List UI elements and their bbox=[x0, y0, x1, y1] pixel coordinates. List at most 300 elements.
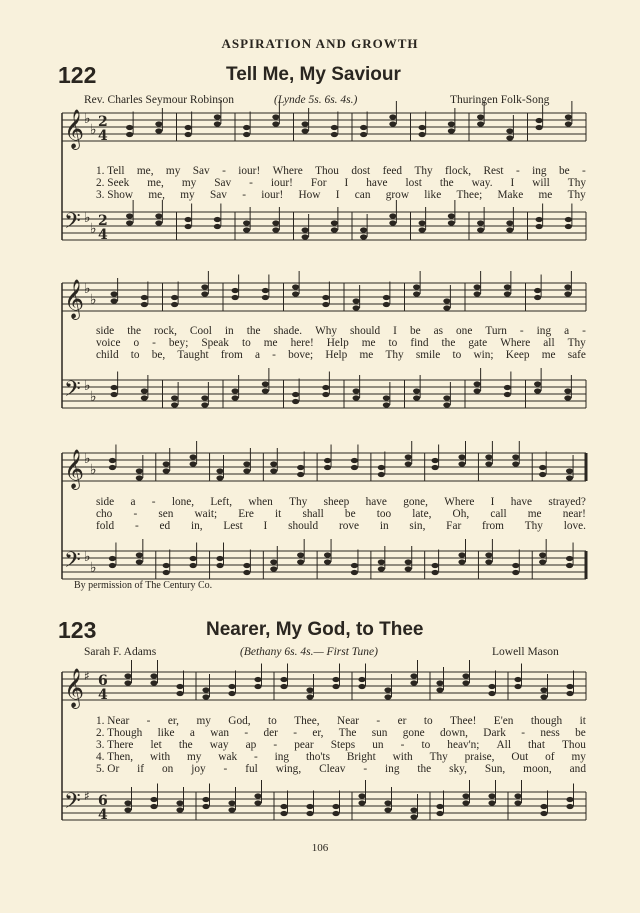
note-head bbox=[506, 227, 513, 232]
lyric-syllable: Thy bbox=[567, 177, 586, 189]
note-head bbox=[302, 128, 309, 133]
flat-icon: ♭ bbox=[84, 549, 91, 565]
note-head bbox=[272, 121, 279, 126]
lyric-syllable: er, bbox=[167, 715, 180, 727]
lyric-syllable: Steps bbox=[330, 739, 356, 751]
lyric-syllable: How bbox=[298, 189, 321, 201]
lyric-syllable: - bbox=[242, 189, 246, 201]
lyric-syllable: - bbox=[582, 325, 586, 337]
lyric-syllable: can bbox=[354, 189, 371, 201]
note-head bbox=[378, 465, 385, 470]
note-head bbox=[306, 811, 313, 816]
lyric-syllable: ing bbox=[536, 325, 552, 337]
lyric-syllable: - bbox=[582, 165, 586, 177]
note-head bbox=[448, 128, 455, 133]
treble-clef-icon: 𝄞 bbox=[64, 109, 85, 149]
lyric-syllable: Where bbox=[444, 496, 475, 508]
lyric-syllable: grow bbox=[385, 189, 409, 201]
note-head bbox=[190, 461, 197, 466]
note-head bbox=[124, 800, 131, 805]
lyric-syllable: Thee; bbox=[456, 189, 483, 201]
note-head bbox=[443, 402, 450, 407]
note-head bbox=[389, 114, 396, 119]
note-head bbox=[488, 684, 495, 689]
note-head bbox=[540, 687, 547, 692]
note-head bbox=[228, 800, 235, 805]
lyric-syllable: should bbox=[288, 520, 319, 532]
note-head bbox=[514, 677, 521, 682]
note-head bbox=[477, 220, 484, 225]
note-head bbox=[436, 804, 443, 809]
note-head bbox=[185, 224, 192, 229]
lyric-syllable: the bbox=[127, 325, 142, 337]
note-head bbox=[539, 559, 546, 564]
note-head bbox=[243, 125, 250, 130]
note-head bbox=[155, 220, 162, 225]
note-head bbox=[232, 288, 239, 293]
note-head bbox=[280, 811, 287, 816]
lyric-syllable: praise, bbox=[464, 751, 495, 763]
note-head bbox=[565, 114, 572, 119]
lyric-syllable: safe bbox=[567, 349, 586, 361]
time-signature-bottom: 4 bbox=[98, 807, 108, 823]
lyric-syllable: one bbox=[456, 325, 473, 337]
note-head bbox=[514, 800, 521, 805]
note-head bbox=[214, 121, 221, 126]
lyric-syllable: a bbox=[254, 349, 260, 361]
composer-credit: Lowell Mason bbox=[492, 646, 559, 658]
lyric-syllable: Thy bbox=[567, 189, 586, 201]
section-header: ASPIRATION AND GROWTH bbox=[221, 36, 419, 51]
lyric-syllable: of bbox=[545, 751, 555, 763]
note-head bbox=[351, 570, 358, 575]
lyric-syllable: heav'n; bbox=[447, 739, 480, 751]
note-head bbox=[280, 677, 287, 682]
lyric-syllable: sheep bbox=[323, 496, 350, 508]
note-head bbox=[488, 691, 495, 696]
lyric-syllable: - bbox=[400, 739, 405, 751]
note-head bbox=[436, 680, 443, 685]
note-head bbox=[322, 392, 329, 397]
note-head bbox=[171, 402, 178, 407]
note-head bbox=[232, 388, 239, 393]
time-signature-bottom: 4 bbox=[98, 128, 108, 144]
lyric-syllable: flock, bbox=[445, 165, 472, 177]
lyric-syllable: win; bbox=[473, 349, 494, 361]
lyric-syllable: - bbox=[293, 727, 297, 739]
note-head bbox=[565, 121, 572, 126]
treble-clef-icon: 𝄞 bbox=[64, 668, 85, 708]
note-head bbox=[111, 392, 118, 397]
lyric-syllable: my bbox=[180, 189, 195, 201]
note-head bbox=[216, 556, 223, 561]
lyric-syllable: - bbox=[272, 349, 276, 361]
note-head bbox=[534, 288, 541, 293]
note-head bbox=[109, 556, 116, 561]
lyric-syllable: wing, bbox=[275, 763, 302, 775]
note-head bbox=[270, 468, 277, 473]
note-head bbox=[485, 461, 492, 466]
note-head bbox=[405, 454, 412, 459]
note-head bbox=[536, 118, 543, 123]
lyric-syllable: Oh, bbox=[452, 508, 470, 520]
note-head bbox=[432, 465, 439, 470]
lyric-syllable: iour! bbox=[261, 189, 284, 201]
note-head bbox=[566, 563, 573, 568]
lyric-syllable: be bbox=[344, 508, 356, 520]
note-head bbox=[448, 213, 455, 218]
lyric-syllable: Speak bbox=[201, 337, 229, 349]
note-head bbox=[504, 284, 511, 289]
lyric-syllable: to bbox=[268, 715, 277, 727]
note-head bbox=[243, 563, 250, 568]
lyric-syllable: with bbox=[150, 751, 171, 763]
lyric-syllable: Make bbox=[497, 189, 524, 201]
lyric-syllable: gone bbox=[402, 727, 425, 739]
lyric-syllable: 2. Seek bbox=[96, 177, 130, 189]
note-head bbox=[383, 302, 390, 307]
note-head bbox=[141, 302, 148, 307]
lyric-syllable: like bbox=[157, 727, 175, 739]
lyric-syllable: if bbox=[137, 763, 145, 775]
note-head bbox=[324, 552, 331, 557]
note-head bbox=[176, 807, 183, 812]
lyric-syllable: 4. Then, bbox=[96, 751, 134, 763]
author-credit: Sarah F. Adams bbox=[84, 646, 157, 658]
lyric-syllable: - bbox=[521, 727, 525, 739]
note-head bbox=[254, 677, 261, 682]
lyric-syllable: the bbox=[178, 739, 193, 751]
lyric-syllable: Thou bbox=[562, 739, 586, 751]
lyric-syllable: 3. There bbox=[96, 739, 134, 751]
lyric-syllable: Where bbox=[272, 165, 303, 177]
lyric-syllable: wan bbox=[210, 727, 230, 739]
lyric-syllable: - bbox=[152, 337, 156, 349]
note-head bbox=[141, 395, 148, 400]
note-head bbox=[228, 684, 235, 689]
lyric-syllable: Ere bbox=[238, 508, 254, 520]
lyric-syllable: me bbox=[538, 189, 553, 201]
flat-icon: ♭ bbox=[84, 111, 91, 127]
note-head bbox=[126, 125, 133, 130]
note-head bbox=[514, 793, 521, 798]
lyric-syllable: gate bbox=[468, 337, 488, 349]
note-head bbox=[297, 559, 304, 564]
note-head bbox=[155, 213, 162, 218]
hymn-title: Tell Me, My Saviour bbox=[226, 64, 401, 85]
lyric-syllable: Why bbox=[315, 325, 338, 337]
lyric-syllable: ed bbox=[159, 520, 171, 532]
note-head bbox=[384, 694, 391, 699]
note-head bbox=[332, 804, 339, 809]
note-head bbox=[270, 566, 277, 571]
note-head bbox=[410, 807, 417, 812]
hymn-number: 122 bbox=[58, 62, 97, 88]
lyric-syllable: in, bbox=[190, 520, 203, 532]
lyric-syllable: - bbox=[376, 715, 381, 727]
note-head bbox=[353, 305, 360, 310]
lyric-syllable: Turn bbox=[485, 325, 507, 337]
lyric-syllable: from bbox=[220, 349, 243, 361]
lyric-syllable: love. bbox=[563, 520, 586, 532]
note-head bbox=[351, 563, 358, 568]
lyric-syllable: me bbox=[361, 337, 376, 349]
lyric-syllable: when bbox=[248, 496, 273, 508]
note-head bbox=[536, 217, 543, 222]
lyric-syllable: God, bbox=[228, 715, 251, 727]
lyric-syllable: the bbox=[439, 177, 454, 189]
note-head bbox=[136, 552, 143, 557]
lyric-syllable: dost bbox=[351, 165, 371, 177]
lyric-syllable: late, bbox=[412, 508, 432, 520]
lyric-syllable: me bbox=[359, 349, 374, 361]
note-head bbox=[201, 402, 208, 407]
lyric-syllable: joy bbox=[191, 763, 206, 775]
lyric-syllable: voice bbox=[96, 337, 121, 349]
note-head bbox=[539, 472, 546, 477]
tune-meter: (Lynde 5s. 6s. 4s.) bbox=[274, 94, 358, 106]
note-head bbox=[228, 807, 235, 812]
lyric-syllable: un bbox=[372, 739, 384, 751]
lyric-syllable: The bbox=[338, 727, 357, 739]
note-head bbox=[171, 302, 178, 307]
lyric-syllable: with bbox=[392, 751, 413, 763]
note-head bbox=[353, 395, 360, 400]
note-head bbox=[419, 220, 426, 225]
bass-clef-icon: 𝄢 bbox=[64, 789, 81, 819]
lyric-syllable: tho'ts bbox=[305, 751, 330, 763]
lyric-syllable: I bbox=[510, 177, 515, 189]
lyric-syllable: er bbox=[397, 715, 407, 727]
note-head bbox=[297, 552, 304, 557]
note-head bbox=[141, 295, 148, 300]
note-head bbox=[214, 114, 221, 119]
lyric-syllable: - bbox=[134, 520, 139, 532]
note-head bbox=[190, 556, 197, 561]
note-head bbox=[536, 224, 543, 229]
lyric-syllable: 1. Near bbox=[96, 715, 130, 727]
lyric-syllable: be bbox=[575, 727, 586, 739]
note-head bbox=[155, 128, 162, 133]
note-head bbox=[185, 132, 192, 137]
lyric-syllable: shade. bbox=[273, 325, 303, 337]
note-head bbox=[185, 125, 192, 130]
lyric-syllable: I bbox=[335, 189, 340, 201]
lyric-syllable: be, bbox=[151, 349, 166, 361]
lyric-syllable: - bbox=[222, 165, 226, 177]
lyric-syllable: my bbox=[165, 165, 181, 177]
note-head bbox=[270, 559, 277, 564]
lyric-syllable: Thou bbox=[315, 165, 339, 177]
note-head bbox=[477, 121, 484, 126]
lyric-syllable: be bbox=[558, 165, 570, 177]
lyric-syllable: it bbox=[275, 508, 282, 520]
lyric-syllable: me, bbox=[136, 165, 154, 177]
note-head bbox=[360, 132, 367, 137]
flat-icon: ♭ bbox=[90, 560, 97, 576]
note-head bbox=[254, 800, 261, 805]
note-head bbox=[419, 132, 426, 137]
note-head bbox=[436, 687, 443, 692]
note-head bbox=[324, 458, 331, 463]
note-head bbox=[214, 217, 221, 222]
note-head bbox=[540, 694, 547, 699]
lyric-syllable: to bbox=[241, 337, 251, 349]
note-head bbox=[477, 114, 484, 119]
lyric-syllable: shall bbox=[302, 508, 324, 520]
note-head bbox=[458, 461, 465, 466]
note-head bbox=[512, 570, 519, 575]
lyric-syllable: that bbox=[528, 739, 545, 751]
note-head bbox=[331, 220, 338, 225]
note-head bbox=[383, 402, 390, 407]
lyric-syllable: Sun, bbox=[484, 763, 506, 775]
note-head bbox=[448, 121, 455, 126]
note-head bbox=[136, 559, 143, 564]
lyric-syllable: way. bbox=[471, 177, 493, 189]
lyric-syllable: - bbox=[244, 727, 249, 739]
time-signature-top: 6 bbox=[98, 673, 108, 689]
note-head bbox=[243, 461, 250, 466]
lyric-syllable: the bbox=[441, 337, 456, 349]
note-head bbox=[413, 291, 420, 296]
note-head bbox=[474, 381, 481, 386]
lyric-syllable: ing bbox=[385, 763, 400, 775]
lyric-syllable: bey; bbox=[168, 337, 189, 349]
note-head bbox=[202, 687, 209, 692]
note-head bbox=[324, 559, 331, 564]
lyric-syllable: to bbox=[423, 715, 433, 727]
note-head bbox=[458, 454, 465, 459]
lyric-syllable: to bbox=[452, 349, 462, 361]
note-head bbox=[384, 687, 391, 692]
lyric-syllable: sin, bbox=[409, 520, 426, 532]
lyric-syllable: on bbox=[161, 763, 174, 775]
note-head bbox=[306, 687, 313, 692]
note-head bbox=[360, 227, 367, 232]
lyric-syllable: Thy bbox=[385, 349, 404, 361]
note-head bbox=[272, 114, 279, 119]
note-head bbox=[514, 684, 521, 689]
lyric-syllable: I bbox=[344, 177, 349, 189]
note-head bbox=[124, 807, 131, 812]
note-head bbox=[109, 465, 116, 470]
lyric-syllable: to bbox=[130, 349, 140, 361]
lyric-syllable: Taught bbox=[177, 349, 209, 361]
note-head bbox=[432, 563, 439, 568]
lyric-syllable: from bbox=[482, 520, 504, 532]
note-head bbox=[163, 563, 170, 568]
lyric-syllable: have bbox=[366, 177, 388, 189]
note-head bbox=[419, 227, 426, 232]
lyric-syllable: Cool bbox=[189, 325, 212, 337]
note-head bbox=[539, 465, 546, 470]
lyric-syllable: way bbox=[209, 739, 229, 751]
note-head bbox=[216, 468, 223, 473]
time-signature-top: 2 bbox=[98, 213, 108, 229]
note-head bbox=[322, 302, 329, 307]
lyric-syllable: like bbox=[424, 189, 442, 201]
note-head bbox=[566, 684, 573, 689]
lyric-syllable: lost bbox=[405, 177, 422, 189]
lyric-syllable: - bbox=[151, 496, 156, 508]
flat-icon: ♭ bbox=[90, 221, 97, 237]
note-head bbox=[564, 291, 571, 296]
composer-credit: Thuringen Folk-Song bbox=[450, 94, 550, 106]
lyric-syllable: 2. Though bbox=[96, 727, 143, 739]
note-head bbox=[358, 684, 365, 689]
note-head bbox=[141, 388, 148, 393]
note-head bbox=[410, 814, 417, 819]
lyric-syllable: ing bbox=[274, 751, 290, 763]
note-head bbox=[488, 800, 495, 805]
lyric-syllable: - bbox=[519, 325, 524, 337]
note-head bbox=[185, 217, 192, 222]
lyric-syllable: side bbox=[96, 325, 115, 337]
note-head bbox=[358, 800, 365, 805]
flat-icon: ♭ bbox=[84, 281, 91, 297]
note-head bbox=[536, 125, 543, 130]
author-credit: Rev. Charles Seymour Robinson bbox=[84, 94, 235, 106]
note-head bbox=[405, 461, 412, 466]
note-head bbox=[436, 811, 443, 816]
note-head bbox=[432, 570, 439, 575]
note-head bbox=[280, 684, 287, 689]
note-head bbox=[302, 234, 309, 239]
note-head bbox=[201, 284, 208, 289]
note-head bbox=[126, 132, 133, 137]
note-head bbox=[292, 399, 299, 404]
lyric-syllable: my bbox=[186, 751, 202, 763]
note-head bbox=[216, 563, 223, 568]
note-head bbox=[506, 128, 513, 133]
lyric-syllable: Thy bbox=[524, 520, 543, 532]
lyric-syllable: side bbox=[96, 496, 115, 508]
lyric-syllable: wait; bbox=[194, 508, 218, 520]
lyric-syllable: Sav bbox=[192, 165, 210, 177]
lyric-syllable: iour! bbox=[238, 165, 261, 177]
lyric-syllable: Thy bbox=[567, 337, 586, 349]
lyric-syllable: me, bbox=[148, 189, 165, 201]
lyric-syllable: - bbox=[363, 763, 368, 775]
note-head bbox=[462, 680, 469, 685]
lyric-syllable: Thy bbox=[429, 751, 448, 763]
note-head bbox=[109, 563, 116, 568]
lyric-syllable: a bbox=[130, 496, 136, 508]
note-head bbox=[176, 800, 183, 805]
flat-icon: ♭ bbox=[84, 210, 91, 226]
note-head bbox=[111, 385, 118, 390]
lyric-syllable: to bbox=[388, 337, 398, 349]
lyric-syllable: though bbox=[530, 715, 563, 727]
note-head bbox=[564, 388, 571, 393]
lyric-syllable: down, bbox=[440, 727, 468, 739]
note-head bbox=[566, 691, 573, 696]
note-head bbox=[384, 800, 391, 805]
note-head bbox=[564, 284, 571, 289]
lyric-syllable: the bbox=[246, 325, 261, 337]
note-head bbox=[485, 454, 492, 459]
lyric-syllable: - bbox=[254, 751, 258, 763]
note-head bbox=[163, 461, 170, 466]
lyric-syllable: 5. Or bbox=[96, 763, 120, 775]
lyric-syllable: Help bbox=[326, 337, 349, 349]
note-head bbox=[506, 135, 513, 140]
page-number: 106 bbox=[311, 842, 329, 854]
note-head bbox=[297, 472, 304, 477]
note-head bbox=[150, 673, 157, 678]
lyric-syllable: my bbox=[181, 177, 197, 189]
